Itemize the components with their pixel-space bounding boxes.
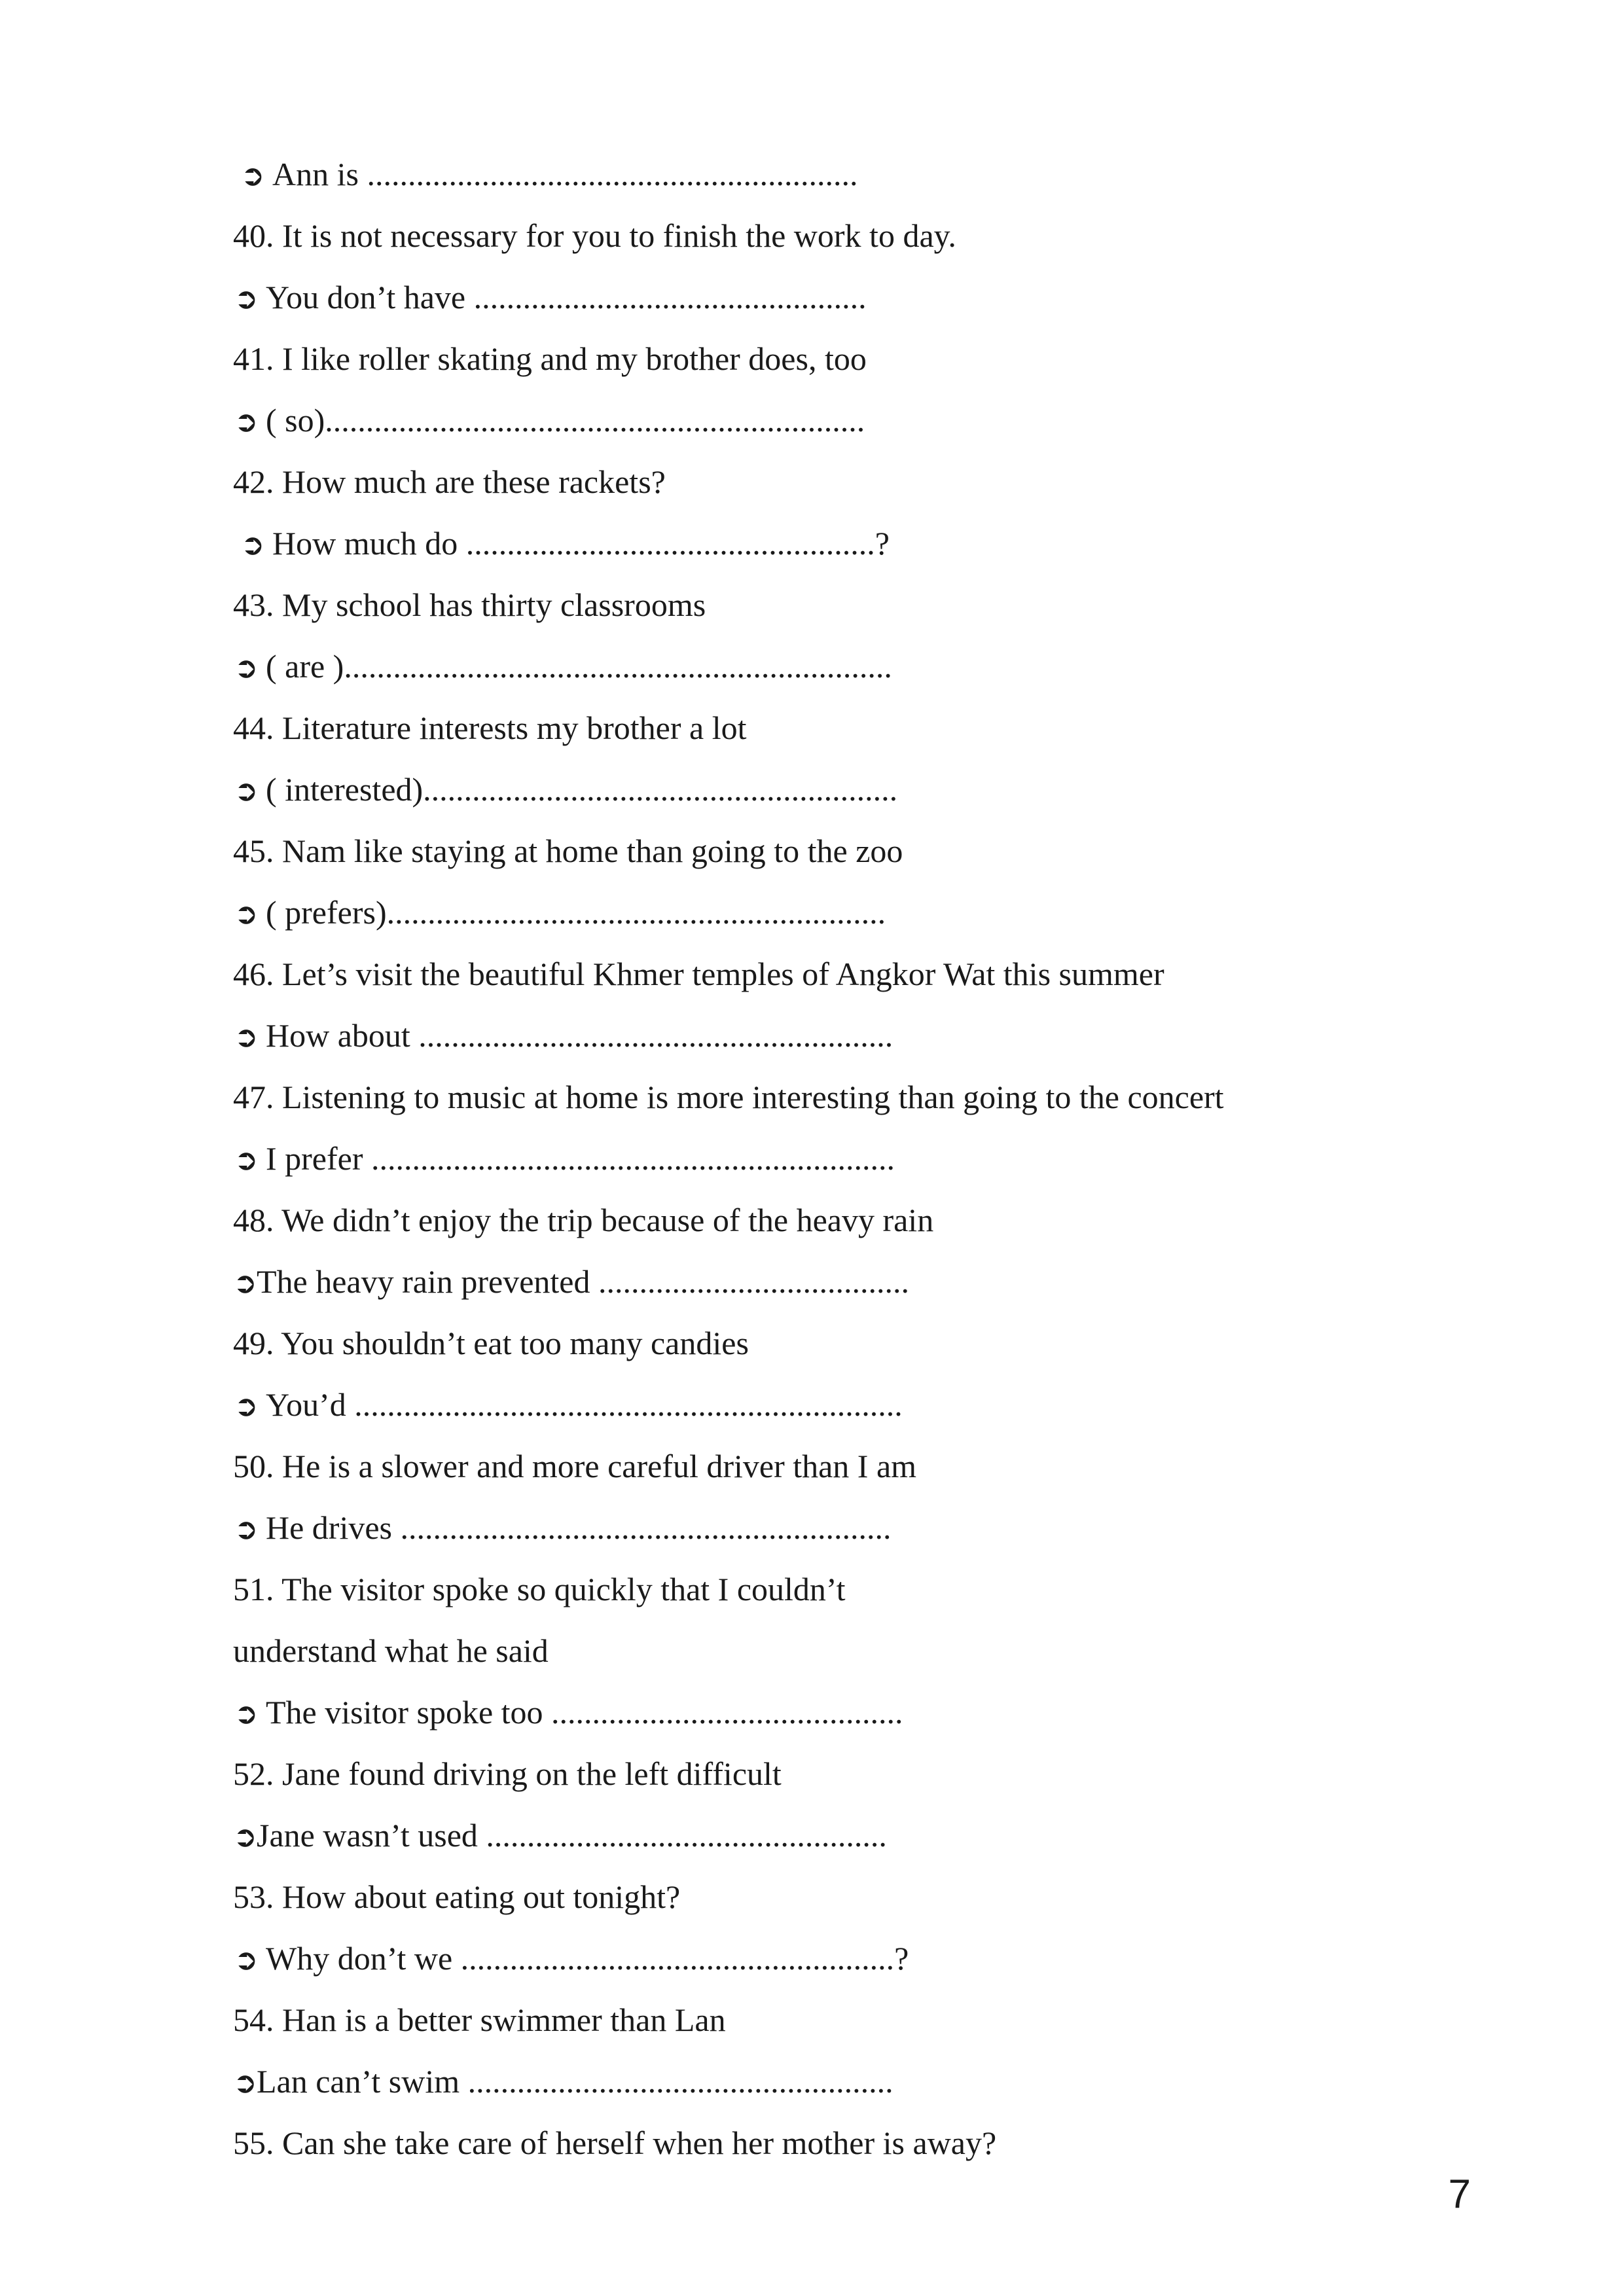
question-49: 49. You shouldn’t eat too many candies	[233, 1325, 749, 1361]
answer-line-49	[233, 1385, 903, 1426]
question-53: 53. How about eating out tonight?	[233, 1878, 681, 1915]
answer-text: ( so)..................................................................	[266, 402, 865, 439]
page-number: 7	[1448, 2172, 1471, 2217]
answer-line-45	[233, 893, 886, 934]
arrow-right-icon: ➲	[234, 1390, 259, 1423]
answer-text: Why don’t we .....................................................?	[266, 1940, 909, 1977]
question-40: 40. It is not necessary for you to finish the work to day.	[233, 217, 956, 254]
answer-text: Ann is ............................................................	[272, 156, 858, 192]
arrow-right-icon: ➲	[234, 282, 259, 315]
arrow-right-icon: ➲	[234, 1697, 259, 1731]
arrow-right-icon: ➲	[240, 159, 265, 192]
arrow-right-icon: ➲	[233, 1820, 257, 1854]
arrow-right-icon: ➲	[234, 1943, 259, 1977]
arrow-right-icon: ➲	[234, 774, 259, 808]
question-41: 41. I like roller skating and my brother does, too	[233, 340, 867, 377]
answer-line-53	[233, 1939, 909, 1980]
answer-text: ( interested)..........................................................	[266, 771, 898, 808]
answer-text: ( are )...................................................................	[266, 648, 892, 685]
answer-line-54	[233, 2062, 893, 2103]
question-54: 54. Han is a better swimmer than Lan	[233, 2001, 726, 2038]
arrow-right-icon: ➲	[234, 405, 259, 439]
arrow-right-icon: ➲	[234, 1143, 259, 1177]
answer-text: How much do ..................................................?	[272, 525, 890, 562]
answer-line-41	[233, 401, 865, 442]
answer-line-47	[233, 1139, 895, 1180]
answer-text: The heavy rain prevented ......................................	[257, 1263, 909, 1300]
question-50: 50. He is a slower and more careful driver than I am	[233, 1448, 917, 1484]
question-51-continuation: understand what he said	[233, 1632, 549, 1669]
question-46: 46. Let’s visit the beautiful Khmer temples of Angkor Wat this summer	[233, 956, 1164, 992]
answer-line-48	[233, 1262, 909, 1303]
answer-line-43	[233, 647, 892, 688]
answer-text: Lan can’t swim ....................................................	[257, 2063, 893, 2100]
arrow-right-icon: ➲	[240, 528, 265, 562]
answer-line-51	[233, 1693, 903, 1734]
arrow-right-icon: ➲	[234, 1513, 259, 1546]
answer-text: I prefer ................................................................	[266, 1140, 895, 1177]
arrow-right-icon: ➲	[234, 1020, 259, 1054]
answer-text: The visitor spoke too ...........................................	[266, 1694, 903, 1731]
question-45: 45. Nam like staying at home than going to the zoo	[233, 833, 903, 869]
answer-line-44	[233, 770, 897, 811]
arrow-right-icon: ➲	[233, 1266, 257, 1300]
answer-text: ( prefers).............................................................	[266, 894, 886, 931]
question-47: 47. Listening to music at home is more interesting than going to the concert	[233, 1079, 1224, 1115]
answer-text: He drives ............................................................	[266, 1509, 892, 1546]
arrow-right-icon: ➲	[233, 2066, 257, 2100]
answer-text: How about ..........................................................	[266, 1017, 893, 1054]
answer-line-40	[233, 278, 867, 319]
answer-line-50	[233, 1508, 892, 1549]
question-48: 48. We didn’t enjoy the trip because of the heavy rain	[233, 1202, 934, 1238]
arrow-right-icon: ➲	[234, 897, 259, 931]
answer-text: You’d ...................................................................	[266, 1386, 903, 1423]
answer-line-46	[233, 1016, 893, 1057]
arrow-right-icon: ➲	[234, 651, 259, 685]
question-44: 44. Literature interests my brother a lot	[233, 709, 747, 746]
answer-line-42	[240, 524, 890, 565]
answer-line-52	[233, 1816, 887, 1857]
question-43: 43. My school has thirty classrooms	[233, 586, 706, 623]
answer-text: You don’t have ................................................	[266, 279, 867, 315]
answer-text: Jane wasn’t used .................................................	[257, 1817, 887, 1854]
question-55: 55. Can she take care of herself when her mother is away?	[233, 2125, 997, 2161]
answer-line-39	[240, 154, 857, 196]
question-42: 42. How much are these rackets?	[233, 463, 666, 500]
question-51: 51. The visitor spoke so quickly that I couldn’t	[233, 1571, 846, 1607]
question-52: 52. Jane found driving on the left difficult	[233, 1755, 782, 1792]
